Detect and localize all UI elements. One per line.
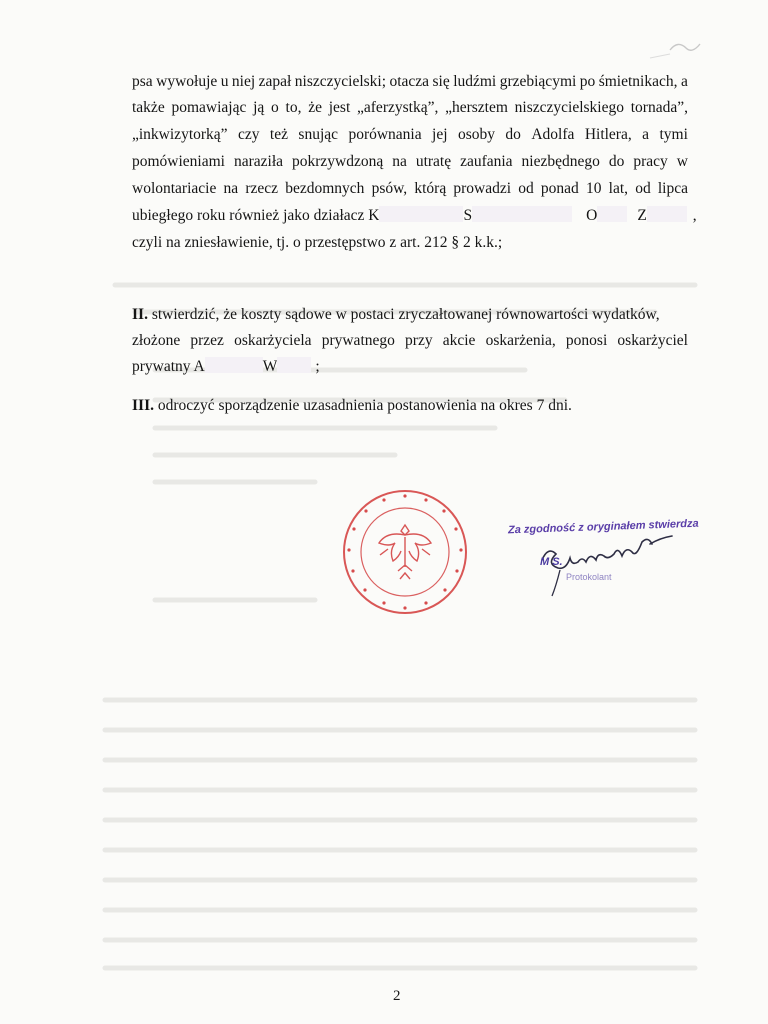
redaction bbox=[597, 206, 627, 222]
body-line-5: wolontariacie na rzecz bezdomnych psów, którą prowadzi od ponad 10 lat, od lipca bbox=[132, 180, 688, 197]
redaction bbox=[647, 206, 687, 222]
point-2-line-2: złożone przez oskarżyciela prywatnego przy akcie oskarżenia, ponosi oskarżyciel bbox=[132, 332, 688, 349]
body-line-2: także pomawiając ją o to, że jest „aferzystką”, „hersztem niszczycielskiego tornada”, bbox=[132, 99, 688, 116]
point-2-line-1: II. stwierdzić, że koszty sądowe w postaci zryczałtowanej równowartości wydatków, bbox=[132, 306, 660, 323]
body-line-3: „inkwizytorką” czy też snując porównania jej osoby do Adolfa Hitlera, a tymi bbox=[132, 126, 688, 143]
redaction bbox=[205, 357, 263, 373]
body-line-1: psa wywołuje u niej zapał niszczycielski; otacza się ludźmi grzebiącymi po śmietnikach, a bbox=[132, 73, 688, 90]
redaction bbox=[472, 206, 572, 222]
body-line-6: ubiegłego roku również jako działacz K S O Z , bbox=[132, 207, 697, 224]
body-line-4: pomówieniami naraziła pokrzywdzoną na utratę zaufania niezbędnego do pracy w bbox=[132, 153, 688, 170]
certifier-role: Protokolant bbox=[566, 572, 612, 582]
redaction bbox=[379, 206, 463, 222]
point-2-number: II. bbox=[132, 306, 148, 323]
court-seal-stamp bbox=[340, 487, 470, 617]
point-3-number: III. bbox=[132, 397, 154, 414]
certification-note: Za zgodność z oryginałem stwierdza bbox=[507, 517, 699, 537]
page-number: 2 bbox=[393, 988, 401, 1004]
certifier-name: M S. bbox=[540, 556, 563, 568]
body-line-7: czyli na zniesławienie, tj. o przestępstwo z art. 212 § 2 k.k.; bbox=[132, 234, 503, 251]
scan-smudge bbox=[640, 28, 730, 68]
point-2-line-3: prywatny A W ; bbox=[132, 358, 320, 375]
point-3-line: III. odroczyć sporządzenie uzasadnienia postanowienia na okres 7 dni. bbox=[132, 397, 572, 414]
redaction bbox=[277, 357, 311, 373]
